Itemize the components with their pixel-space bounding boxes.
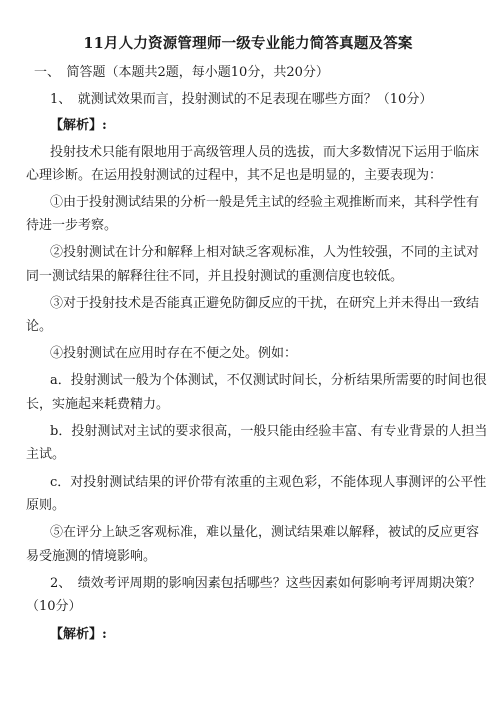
q1-point-2-line-2: 同一测试结果的解释往往不同，并且投射测试的重测信度也较低。 (26, 269, 404, 284)
q1-subpoint-c-line-2: 原则。 (26, 498, 66, 513)
q1-point-3-line-1: ③对于投射技术是否能真正避免防御反应的干扰，在研究上并未得出一致结 (50, 296, 480, 311)
q1-point-2-line-1: ②投射测试在计分和解释上相对缺乏客观标准，人为性较强，不同的主试对 (50, 245, 480, 260)
question-1: 1、 就测试效果而言，投射测试的不足表现在哪些方面？（10分） (50, 92, 433, 107)
q1-subpoint-c-line-1: c．对投射测试结果的评价带有浓重的主观色彩，不能体现人事测评的公平性 (50, 475, 487, 490)
q1-subpoint-b-line-1: b．投射测试对主试的要求很高，一般只能由经验丰富、有专业背景的人担当 (50, 424, 488, 439)
document-title: 11月人力资源管理师一级专业能力简答真题及答案 (83, 35, 413, 52)
question-2-line-1: 2、 绩效考评周期的影响因素包括哪些？这些因素如何影响考评周期决策？ (50, 576, 481, 591)
q1-subpoint-a-line-1: a．投射测试一般为个体测试，不仅测试时间长，分析结果所需要的时间也很 (50, 373, 487, 388)
q1-point-5-line-2: 易受施测的情境影响。 (26, 549, 157, 564)
q1-subpoint-b-line-2: 主试。 (26, 447, 66, 462)
q1-point-1-line-2: 待进一步考察。 (26, 218, 118, 233)
q1-analysis-label: 【解析】: (50, 118, 107, 133)
q1-intro-line-1: 投射技术只能有限地用于高级管理人员的选拔，而大多数情况下运用于临床 (50, 145, 480, 160)
q2-analysis-label: 【解析】: (50, 627, 107, 642)
q1-point-4: ④投射测试在应用时存在不便之处。例如： (50, 346, 298, 361)
q1-point-5-line-1: ⑤在评分上缺乏客观标准，难以量化，测试结果难以解释，被试的反应更容 (50, 525, 480, 540)
section-heading: 一、 简答题（本题共2题，每小题10分，共20分） (34, 65, 329, 80)
q1-point-3-line-2: 论。 (26, 319, 53, 334)
q1-intro-line-2: 心理诊断。在运用投射测试的过程中，其不足也是明显的，主要表现为： (26, 168, 443, 183)
question-2-line-2: （10分） (26, 599, 82, 614)
q1-subpoint-a-line-2: 长，实施起来耗费精力。 (26, 397, 170, 412)
q1-point-1-line-1: ①由于投射测试结果的分析一般是凭主试的经验主观推断而来，其科学性有 (50, 195, 480, 210)
